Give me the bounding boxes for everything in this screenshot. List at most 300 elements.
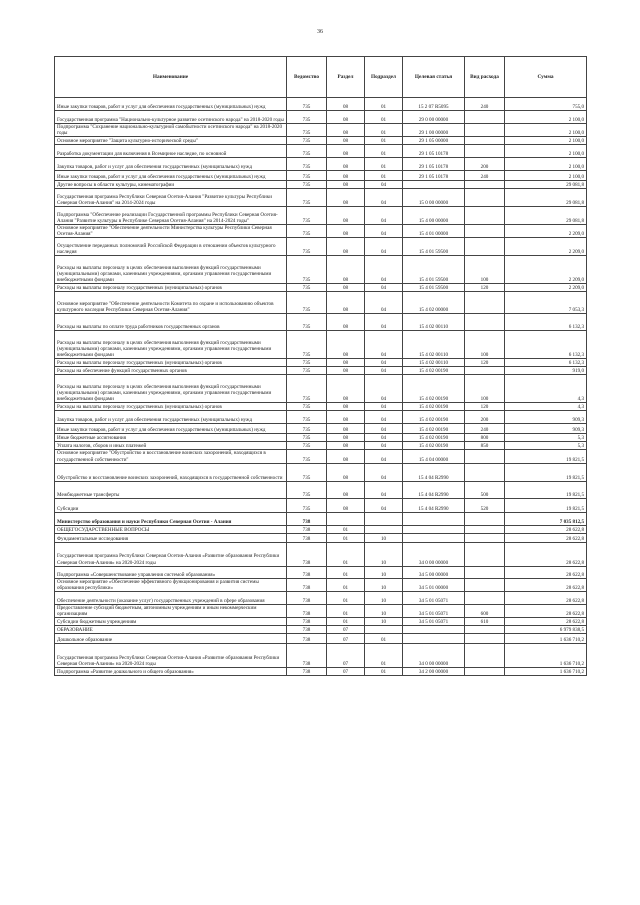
row-name: Расходы на выплаты персоналу в целях обеспечения выполнения функций государственными (муниципальными) органами, казенными учреждениями, органами управления государственными внебюджетными фондами — [55, 375, 287, 403]
table-row — [55, 238, 587, 256]
row-subsection: 10 — [365, 604, 403, 617]
row-department: 738 — [287, 525, 327, 533]
table-row — [55, 207, 587, 225]
row-department: 735 — [287, 256, 327, 284]
row-amount: 7 035 812,5 — [505, 512, 587, 525]
row-subsection: 04 — [365, 481, 403, 498]
row-amount: 6 979 838,5 — [505, 626, 587, 634]
row-section: 08 — [327, 238, 365, 256]
row-name: Государственная программа Республики Северная Осетия-Алания "Развитие культуры Республики Северная Осетия-Алания" на 2014-2024 годы — [55, 189, 287, 207]
row-section: 08 — [327, 181, 365, 189]
row-name: Субсидии бюджетным учреждениям — [55, 618, 287, 626]
row-subsection: 04 — [365, 498, 403, 512]
header-name: Наименование — [55, 57, 287, 98]
row-name: Подпрограмма «Совершенствование управления системой образования» — [55, 566, 287, 578]
table-row — [55, 225, 587, 238]
row-subsection: 04 — [365, 424, 403, 434]
row-name: Государственная программа "Национально-культурное развитие осетинского народа" на 2018-2020 годы — [55, 111, 287, 124]
row-subsection: 04 — [365, 450, 403, 463]
row-name: Другие вопросы в области культуры, кинематографии — [55, 181, 287, 189]
table-row — [55, 668, 587, 676]
table-row — [55, 359, 587, 367]
row-target-article: 15 4 01 59500 — [403, 238, 465, 256]
row-amount: 28 622,8 — [505, 533, 587, 542]
row-department: 735 — [287, 442, 327, 450]
row-section: 07 — [327, 644, 365, 668]
row-expense-type: 600 — [465, 604, 505, 617]
table-row — [55, 434, 587, 442]
row-target-article: 29 1 05 10178 — [403, 145, 465, 158]
row-department: 735 — [287, 171, 327, 181]
row-subsection: 04 — [365, 189, 403, 207]
row-amount: 29 081,8 — [505, 189, 587, 207]
row-subsection: 01 — [365, 145, 403, 158]
row-target-article: 34 5 00 00000 — [403, 566, 465, 578]
row-target-article: 15 2 07 R5095 — [403, 98, 465, 111]
row-subsection: 04 — [365, 225, 403, 238]
row-subsection: 04 — [365, 359, 403, 367]
row-amount: 28 622,8 — [505, 618, 587, 626]
row-department: 735 — [287, 498, 327, 512]
row-expense-type — [465, 137, 505, 145]
row-target-article: 34 5 01 05071 — [403, 591, 465, 604]
row-expense-type: 520 — [465, 498, 505, 512]
table-row — [55, 124, 587, 137]
row-department: 738 — [287, 566, 327, 578]
row-department: 735 — [287, 292, 327, 314]
row-amount: 19 821,5 — [505, 463, 587, 481]
table-row — [55, 618, 587, 626]
table-row — [55, 189, 587, 207]
row-section: 08 — [327, 424, 365, 434]
budget-table — [54, 56, 587, 676]
row-expense-type — [465, 578, 505, 591]
row-expense-type — [465, 292, 505, 314]
row-section: 08 — [327, 314, 365, 331]
row-section: 01 — [327, 591, 365, 604]
row-section: 08 — [327, 256, 365, 284]
row-expense-type: 500 — [465, 481, 505, 498]
row-subsection — [365, 525, 403, 533]
table-row — [55, 481, 587, 498]
row-department: 738 — [287, 644, 327, 668]
row-amount: 28 622,8 — [505, 604, 587, 617]
row-section: 08 — [327, 450, 365, 463]
row-name: Обеспечение деятельности (оказание услуг) государственных учреждений в сфере образования — [55, 591, 287, 604]
row-section: 01 — [327, 542, 365, 566]
row-target-article: 15 4 01 59500 — [403, 284, 465, 292]
row-subsection — [365, 512, 403, 525]
row-name: Расходы на выплаты персоналу в целях обеспечения выполнения функций государственными (муниципальными) органами, казенными учреждениями, органами управления государственными внебюджетными фондами — [55, 256, 287, 284]
row-amount: 29 081,8 — [505, 207, 587, 225]
table-header-row — [55, 57, 587, 98]
row-department: 735 — [287, 124, 327, 137]
row-target-article: 15 4 02 00190 — [403, 442, 465, 450]
row-section: 08 — [327, 124, 365, 137]
row-department: 735 — [287, 411, 327, 424]
table-row — [55, 442, 587, 450]
row-expense-type — [465, 145, 505, 158]
row-target-article: 29 0 00 00000 — [403, 111, 465, 124]
row-section: 08 — [327, 137, 365, 145]
table-row — [55, 331, 587, 359]
row-department: 738 — [287, 604, 327, 617]
header-subsection: Подраздел — [365, 57, 403, 98]
row-expense-type — [465, 533, 505, 542]
row-section: 08 — [327, 158, 365, 171]
row-section: 08 — [327, 189, 365, 207]
row-name: Дошкольное образование — [55, 634, 287, 644]
table-row — [55, 111, 587, 124]
row-target-article — [403, 181, 465, 189]
row-amount: 2 209,0 — [505, 225, 587, 238]
row-department: 735 — [287, 367, 327, 375]
row-amount: 2 100,0 — [505, 111, 587, 124]
row-amount: 2 100,0 — [505, 171, 587, 181]
row-department: 738 — [287, 542, 327, 566]
row-name: Предоставление субсидий бюджетным, автономным учреждениям и иным некоммерческим организациям — [55, 604, 287, 617]
table-row — [55, 284, 587, 292]
row-department: 738 — [287, 512, 327, 525]
table-row — [55, 463, 587, 481]
row-section: 01 — [327, 618, 365, 626]
row-section: 08 — [327, 367, 365, 375]
row-section: 08 — [327, 284, 365, 292]
table-row — [55, 525, 587, 533]
row-section: 08 — [327, 403, 365, 411]
table-row — [55, 591, 587, 604]
row-target-article: 15 4 02 00000 — [403, 292, 465, 314]
row-department: 738 — [287, 634, 327, 644]
row-department: 735 — [287, 189, 327, 207]
row-subsection: 10 — [365, 578, 403, 591]
table-row — [55, 533, 587, 542]
row-amount: 19 821,5 — [505, 450, 587, 463]
row-section: 08 — [327, 207, 365, 225]
table-row — [55, 98, 587, 111]
row-subsection: 04 — [365, 375, 403, 403]
row-subsection: 10 — [365, 591, 403, 604]
row-department: 735 — [287, 145, 327, 158]
row-subsection: 04 — [365, 463, 403, 481]
row-target-article: 15 4 02 00190 — [403, 367, 465, 375]
row-subsection: 01 — [365, 668, 403, 676]
row-name: Министерство образования и науки Республики Северная Осетия - Алания — [55, 512, 287, 525]
row-expense-type — [465, 566, 505, 578]
row-expense-type — [465, 189, 505, 207]
row-amount: 2 100,0 — [505, 158, 587, 171]
table-row — [55, 644, 587, 668]
row-expense-type: 120 — [465, 403, 505, 411]
row-name: Расходы на выплаты по оплате труда работников государственных органов — [55, 314, 287, 331]
row-target-article: 34 2 00 00000 — [403, 668, 465, 676]
row-target-article: 15 4 00 00000 — [403, 207, 465, 225]
row-section: 08 — [327, 375, 365, 403]
row-name: ОБРАЗОВАНИЕ — [55, 626, 287, 634]
row-department: 735 — [287, 450, 327, 463]
row-target-article — [403, 525, 465, 533]
row-expense-type — [465, 124, 505, 137]
row-subsection: 04 — [365, 238, 403, 256]
table-row — [55, 137, 587, 145]
table-row — [55, 181, 587, 189]
row-name: Основное мероприятие "Обустройство и восстановление воинских захоронений, находящихся в государственной собственности" — [55, 450, 287, 463]
row-name: Иные закупки товаров, работ и услуг для обеспечения государственных (муниципальных) нужд — [55, 171, 287, 181]
row-amount: 6 132,3 — [505, 359, 587, 367]
row-target-article: 34 0 00 00000 — [403, 644, 465, 668]
row-subsection: 04 — [365, 331, 403, 359]
row-name: Подпрограмма «Развитие дошкольного и общего образования» — [55, 668, 287, 676]
table-row — [55, 403, 587, 411]
row-section: 08 — [327, 411, 365, 424]
row-name: Закупка товаров, работ и услуг для обеспечения государственных (муниципальных) нужд — [55, 158, 287, 171]
row-expense-type: 240 — [465, 171, 505, 181]
row-section: 07 — [327, 634, 365, 644]
row-subsection: 01 — [365, 111, 403, 124]
row-name: Подпрограмма "Обеспечение реализации Государственной программы Республики Северная Осетия-Алания "Развитие культуры в Республике Северная Осетия-Алания" на 2014-2024 годы" — [55, 207, 287, 225]
row-section: 08 — [327, 145, 365, 158]
row-expense-type — [465, 668, 505, 676]
table-row — [55, 375, 587, 403]
row-department: 738 — [287, 578, 327, 591]
row-name: Межбюджетные трансферты — [55, 481, 287, 498]
row-department: 735 — [287, 481, 327, 498]
row-expense-type — [465, 525, 505, 533]
row-amount: 919,0 — [505, 367, 587, 375]
row-expense-type: 240 — [465, 98, 505, 111]
row-target-article: 15 0 00 00000 — [403, 189, 465, 207]
row-target-article: 15 4 01 00000 — [403, 225, 465, 238]
row-subsection: 04 — [365, 411, 403, 424]
row-amount: 28 622,8 — [505, 591, 587, 604]
row-amount: 19 821,5 — [505, 498, 587, 512]
row-department: 735 — [287, 98, 327, 111]
row-section: 08 — [327, 359, 365, 367]
row-department: 738 — [287, 533, 327, 542]
page-number: 36 — [317, 29, 323, 35]
row-name: Расходы на выплаты персоналу государственных (муниципальных) органов — [55, 284, 287, 292]
row-amount: 1 636 710,2 — [505, 668, 587, 676]
row-section: 01 — [327, 566, 365, 578]
row-name: Иные закупки товаров, работ и услуг для обеспечения государственных (муниципальных) нужд — [55, 424, 287, 434]
row-expense-type — [465, 626, 505, 634]
row-department: 735 — [287, 225, 327, 238]
row-subsection: 04 — [365, 207, 403, 225]
row-expense-type: 240 — [465, 424, 505, 434]
row-name: Обустройство и восстановление воинских захоронений, находящихся в государственной собственности — [55, 463, 287, 481]
row-target-article — [403, 533, 465, 542]
row-target-article: 15 4 02 00190 — [403, 411, 465, 424]
row-amount: 1 636 710,2 — [505, 634, 587, 644]
row-expense-type: 120 — [465, 359, 505, 367]
table-row — [55, 634, 587, 644]
row-amount: 29 081,8 — [505, 181, 587, 189]
row-target-article: 15 4 04 R2990 — [403, 498, 465, 512]
table-row — [55, 367, 587, 375]
row-name: Государственная программа Республики Северная Осетия-Алания «Развитие образования Республики Северная Осетия-Алания» на 2020-2024 годы — [55, 644, 287, 668]
row-expense-type — [465, 207, 505, 225]
row-amount: 909,3 — [505, 411, 587, 424]
row-department: 735 — [287, 284, 327, 292]
row-expense-type — [465, 591, 505, 604]
table-row — [55, 171, 587, 181]
row-section: 01 — [327, 578, 365, 591]
row-target-article: 34 5 01 05071 — [403, 618, 465, 626]
row-expense-type — [465, 111, 505, 124]
row-subsection: 04 — [365, 256, 403, 284]
row-subsection: 10 — [365, 618, 403, 626]
row-target-article: 15 4 04 R2990 — [403, 463, 465, 481]
table-row — [55, 450, 587, 463]
row-target-article: 15 4 02 00190 — [403, 424, 465, 434]
row-department: 735 — [287, 434, 327, 442]
row-subsection: 10 — [365, 566, 403, 578]
row-name: Расходы на выплаты персоналу государственных (муниципальных) органов — [55, 403, 287, 411]
row-expense-type: 100 — [465, 375, 505, 403]
row-section: 08 — [327, 98, 365, 111]
row-amount: 28 622,8 — [505, 542, 587, 566]
row-section: 01 — [327, 525, 365, 533]
row-subsection: 10 — [365, 533, 403, 542]
row-subsection — [365, 626, 403, 634]
table-row — [55, 626, 587, 634]
row-name: Осуществление переданных полномочий Российской Федерации в отношении объектов культурного наследия — [55, 238, 287, 256]
row-section: 08 — [327, 463, 365, 481]
row-department: 738 — [287, 618, 327, 626]
row-subsection: 01 — [365, 634, 403, 644]
row-expense-type — [465, 225, 505, 238]
row-name: Уплата налогов, сборов и иных платежей — [55, 442, 287, 450]
row-subsection: 04 — [365, 284, 403, 292]
table-row — [55, 498, 587, 512]
row-name: Расходы на обеспечение функций государственных органов — [55, 367, 287, 375]
row-department: 735 — [287, 463, 327, 481]
header-section: Раздел — [327, 57, 365, 98]
table-row — [55, 542, 587, 566]
row-amount: 6 132,3 — [505, 314, 587, 331]
row-department: 738 — [287, 626, 327, 634]
row-expense-type: 850 — [465, 442, 505, 450]
row-department: 735 — [287, 314, 327, 331]
row-name: Иные закупки товаров, работ и услуг для обеспечения государственных (муниципальных) нужд — [55, 98, 287, 111]
row-section: 07 — [327, 668, 365, 676]
row-name: Расходы на выплаты персоналу в целях обеспечения выполнения функций государственными (муниципальными) органами, казенными учреждениями, органами управления государственными внебюджетными фондами — [55, 331, 287, 359]
row-expense-type — [465, 450, 505, 463]
table-row — [55, 566, 587, 578]
row-amount: 4,3 — [505, 403, 587, 411]
row-department: 735 — [287, 207, 327, 225]
row-amount: 2 209,0 — [505, 256, 587, 284]
row-section: 08 — [327, 331, 365, 359]
row-section: 08 — [327, 434, 365, 442]
row-expense-type: 610 — [465, 618, 505, 626]
row-target-article — [403, 626, 465, 634]
row-amount: 5,3 — [505, 434, 587, 442]
row-subsection: 04 — [365, 314, 403, 331]
header-target-article: Целевая статья — [403, 57, 465, 98]
row-section: 07 — [327, 626, 365, 634]
row-department: 735 — [287, 111, 327, 124]
row-name: Расходы на выплаты персоналу государственных (муниципальных) органов — [55, 359, 287, 367]
row-name: Подпрограмма "Сохранение национально-культурной самобытности осетинского народа" на 2018-2020 годы — [55, 124, 287, 137]
row-expense-type — [465, 512, 505, 525]
row-section: 08 — [327, 481, 365, 498]
row-amount: 2 209,0 — [505, 238, 587, 256]
row-expense-type — [465, 314, 505, 331]
row-expense-type: 200 — [465, 158, 505, 171]
header-expense-type: Вид расхода — [465, 57, 505, 98]
row-target-article: 29 1 05 10178 — [403, 158, 465, 171]
row-subsection: 04 — [365, 181, 403, 189]
row-name: ОБЩЕГОСУДАРСТВЕННЫЕ ВОПРОСЫ — [55, 525, 287, 533]
table-row — [55, 424, 587, 434]
row-section: 08 — [327, 442, 365, 450]
row-target-article — [403, 634, 465, 644]
row-section: 08 — [327, 225, 365, 238]
row-department: 738 — [287, 668, 327, 676]
row-subsection: 01 — [365, 98, 403, 111]
table-row — [55, 604, 587, 617]
row-amount: 5,3 — [505, 442, 587, 450]
row-amount: 4,3 — [505, 375, 587, 403]
row-department: 738 — [287, 591, 327, 604]
row-target-article: 29 1 00 00000 — [403, 124, 465, 137]
row-name: Основное мероприятие "Защита культурно-исторической среды" — [55, 137, 287, 145]
row-amount: 28 622,8 — [505, 525, 587, 533]
row-amount: 28 622,8 — [505, 566, 587, 578]
row-target-article: 34 0 00 00000 — [403, 542, 465, 566]
row-target-article: 15 4 02 00190 — [403, 375, 465, 403]
row-amount: 2 100,0 — [505, 145, 587, 158]
row-expense-type: 100 — [465, 331, 505, 359]
table-row — [55, 314, 587, 331]
row-section: 01 — [327, 533, 365, 542]
row-section: 08 — [327, 171, 365, 181]
row-section: 01 — [327, 604, 365, 617]
row-section: 08 — [327, 498, 365, 512]
row-amount: 2 100,0 — [505, 124, 587, 137]
row-name: Основное мероприятие «Обеспечение эффективного функционирования и развития системы образования республики» — [55, 578, 287, 591]
row-expense-type: 120 — [465, 284, 505, 292]
row-department: 735 — [287, 359, 327, 367]
row-target-article: 15 4 04 00000 — [403, 450, 465, 463]
table-row — [55, 578, 587, 591]
row-target-article: 34 5 01 05071 — [403, 604, 465, 617]
row-expense-type — [465, 181, 505, 189]
row-department: 735 — [287, 375, 327, 403]
row-target-article — [403, 512, 465, 525]
row-amount: 7 053,3 — [505, 292, 587, 314]
row-amount: 755,0 — [505, 98, 587, 111]
row-section — [327, 512, 365, 525]
row-target-article: 29 1 05 10178 — [403, 171, 465, 181]
row-amount: 6 132,3 — [505, 331, 587, 359]
row-target-article: 15 4 02 00110 — [403, 359, 465, 367]
row-department: 735 — [287, 403, 327, 411]
row-expense-type: 800 — [465, 434, 505, 442]
row-target-article: 15 4 02 00110 — [403, 314, 465, 331]
row-subsection: 10 — [365, 542, 403, 566]
row-expense-type — [465, 542, 505, 566]
table-row — [55, 411, 587, 424]
row-subsection: 04 — [365, 434, 403, 442]
row-subsection: 04 — [365, 442, 403, 450]
row-name: Основное мероприятие "Обеспечение деятельности Комитета по охране и использованию объектов культурного наследия Республики Северная Осетия-Алания" — [55, 292, 287, 314]
row-expense-type — [465, 238, 505, 256]
row-name: Фундаментальные исследования — [55, 533, 287, 542]
row-subsection: 04 — [365, 292, 403, 314]
row-target-article: 15 4 02 00190 — [403, 403, 465, 411]
